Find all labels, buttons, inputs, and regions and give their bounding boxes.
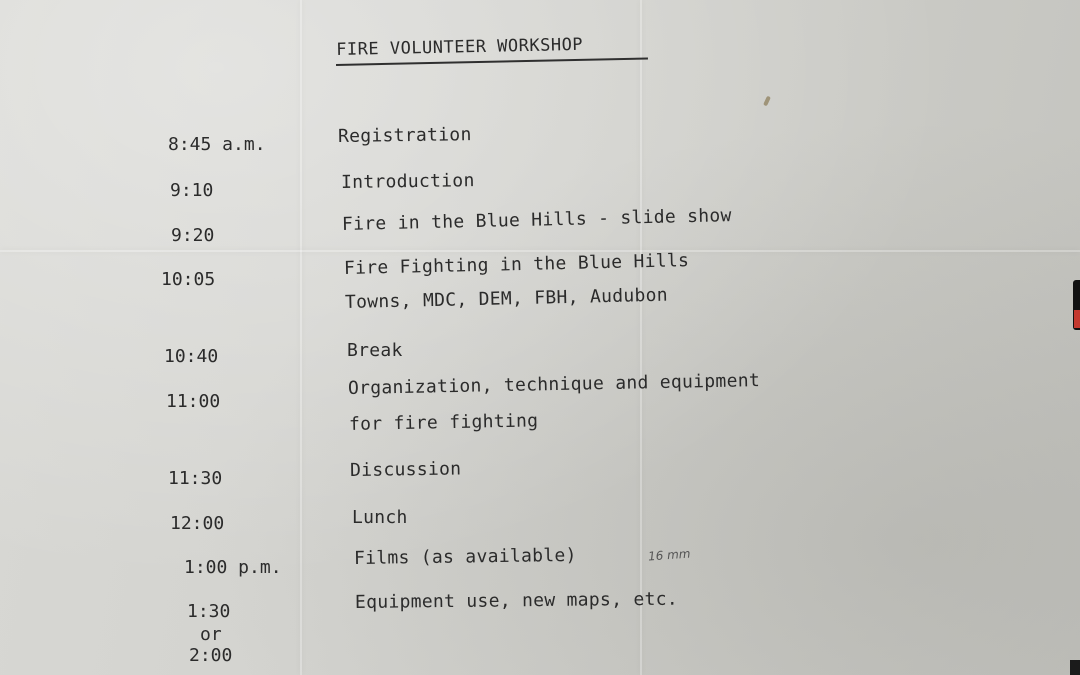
schedule-event: Lunch: [352, 507, 408, 528]
schedule-time: 10:05: [161, 269, 216, 290]
paper-crease: [0, 250, 1080, 252]
schedule-time: 12:00: [170, 513, 225, 534]
schedule-event: Break: [347, 340, 403, 361]
schedule-event: Introduction: [340, 170, 475, 193]
schedule-event: Towns, MDC, DEM, FBH, Audubon: [344, 284, 669, 313]
schedule-event: Equipment use, new maps, etc.: [354, 588, 679, 613]
paper-crease: [640, 0, 642, 675]
paper-crease: [300, 0, 302, 675]
paper-speck: [763, 96, 771, 107]
schedule-event: Fire Fighting in the Blue Hills: [343, 250, 690, 279]
schedule-time: 10:40: [164, 346, 219, 367]
schedule-time-or: or: [200, 624, 222, 645]
schedule-time: 9:20: [171, 225, 215, 246]
schedule-time: 9:10: [170, 180, 214, 201]
schedule-event: Discussion: [349, 458, 462, 481]
schedule-event: Fire in the Blue Hills - slide show: [341, 205, 732, 235]
background-object: [1070, 660, 1080, 675]
schedule-event: Registration: [337, 124, 472, 147]
schedule-time: 1:30: [187, 601, 231, 622]
background-object: [1074, 310, 1080, 328]
document-title: FIRE VOLUNTEER WORKSHOP: [336, 34, 584, 60]
schedule-time: 1:00 p.m.: [184, 557, 282, 578]
schedule-time: 11:30: [168, 468, 223, 489]
schedule-time: 8:45 a.m.: [168, 134, 266, 155]
schedule-event: Organization, technique and equipment: [347, 370, 761, 399]
handwritten-note: 16 mm: [647, 546, 691, 564]
schedule-time-alt: 2:00: [189, 645, 233, 666]
schedule-event: for fire fighting: [348, 410, 539, 435]
schedule-event: Films (as available): [353, 544, 577, 569]
schedule-time: 11:00: [166, 391, 221, 412]
